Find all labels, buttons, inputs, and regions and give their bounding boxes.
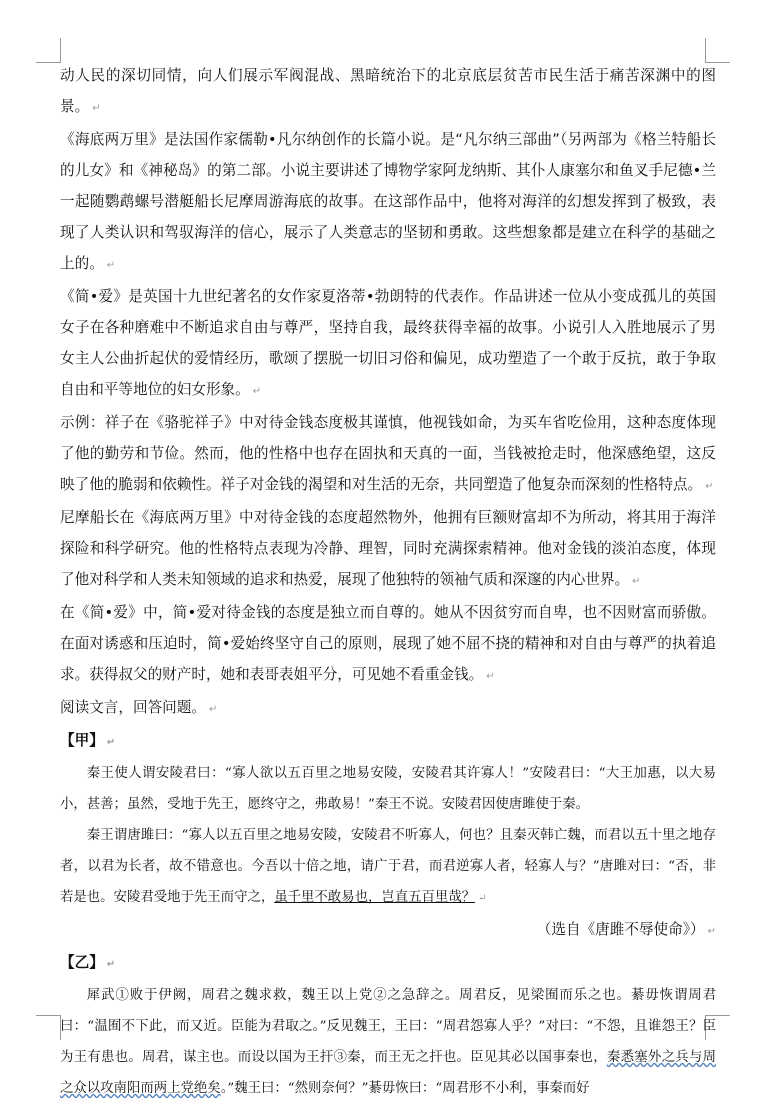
paragraph-mark-icon: ↵ (707, 926, 716, 937)
paragraph-instruction (60, 692, 716, 725)
instruction-text: 阅读文言，回答问题。 (60, 699, 206, 716)
paragraph-mark-icon: ↵ (92, 103, 101, 114)
paragraph-mark-icon: ↵ (252, 386, 262, 397)
paragraph-example-text: 示例：祥子在《骆驼祥子》中对待金钱态度极其谨慎，他视钱如命，为买车省吃俭用，这种态度体现了他的勤劳和节俭。然而，他的性格中也存在固执和天真的一面，当钱被抢走时，他深感绝望，这反映了他的脆弱和依赖性。祥子对金钱的渴望和对生活的无奈，共同塑造了他复杂而深刻的性格特点。 (60, 414, 716, 493)
yi-paragraph-1 (60, 980, 716, 1104)
yi-wavy-underlined-sentence: 秦悉塞外之兵与周之众以攻南阳而两上党绝矣 (60, 1050, 717, 1096)
section-jia-label: 【甲】 (60, 732, 104, 749)
paragraph-haidi-text: 《海底两万里》是法国作家儒勒•凡尔纳创作的长篇小说。是“凡尔纳三部曲”（另两部为《格兰特船长的儿女》和《神秘岛》的第二部。小说主要讲述了博物学家阿龙纳斯、其仆人康塞尔和鱼叉手尼德•兰一起随鹦鹉螺号潜艇船长尼摩周游海底的故事。在这部作品中，他将对海洋的幻想发挥到了极致，表现了人类认识和驾驭海洋的信心，展示了人类意志的坚韧和勇敢。这些想象都是建立在科学的基础之上的。 (60, 131, 716, 272)
paragraph-nemo-text: 尼摩船长在《海底两万里》中对待金钱的态度超然物外，他拥有巨额财富却不为所动，将其用于海洋探险和科学研究。他的性格特点表现为冷静、理智，同时充满探索精神。他对金钱的淡泊态度，体现了他对科学和人类未知领域的追求和热爱，展现了他独特的领袖气质和深邃的内心世界。 (60, 509, 716, 588)
jia-source (60, 914, 716, 947)
section-yi-heading (60, 947, 716, 980)
paragraph-example (60, 407, 716, 502)
paragraph-nemo (60, 502, 716, 597)
paragraph-haidi (60, 124, 716, 281)
jia-paragraph-1 (60, 758, 716, 820)
paragraph-jianai (60, 281, 716, 407)
paragraph-mark-icon: ↵ (632, 576, 641, 587)
paragraph-jianai-money-text: 在《简•爱》中，简•爱对待金钱的态度是独立而自尊的。她从不因贫穷而自卑，也不因财富而骄傲。在面对诱惑和压迫时，简•爱始终坚守自己的原则，展现了她不屈不挠的精神和对自由与尊严的执着追求。获得叔父的财产时，她和表哥表姐平分，可见她不看重金钱。 (60, 604, 716, 683)
jia-paragraph-2-text: 秦王谓唐雎曰：“寡人以五百里之地易安陵，安陵君不听寡人，何也？且秦灭韩亡魏，而君以五十里之地存者，以君为长者，故不错意也。今吾以十倍之地，请广于君，而君逆寡人者，轻寡人与？”唐雎对曰：“否，非若是也。安陵君受地于先王而守之， (60, 828, 716, 905)
jia-underlined-sentence: 虽千里不敢易也，岂直五百里哉？ (274, 890, 476, 905)
paragraph-mark-icon: ↵ (106, 959, 116, 970)
paragraph-mark-icon: ↵ (208, 704, 218, 715)
corner-mark-bottom-left (36, 1015, 61, 1040)
paragraph-1 (60, 60, 716, 124)
jia-paragraph-1-text: 秦王使人谓安陵君曰：“寡人欲以五百里之地易安陵，安陵君其许寡人！”安陵君曰：“大王加惠，以大易小，甚善；虽然，受地于先王，愿终守之，弗敢易！”秦王不说。安陵君因使唐雎使于秦。 (60, 766, 716, 812)
section-yi-label: 【乙】 (60, 954, 104, 971)
jia-paragraph-2 (60, 820, 716, 914)
paragraph-mark-icon: ↵ (478, 893, 487, 904)
paragraph-mark-icon: ↵ (106, 737, 116, 748)
paragraph-jianai-text: 《简•爱》是英国十九世纪著名的女作家夏洛蒂•勃朗特的代表作。作品讲述一位从小变成孤儿的英国女子在各种磨难中不断追求自由与尊严，坚持自我，最终获得幸福的故事。小说引人入胜地展示了男女主人公曲折起伏的爱情经历，歌颂了摆脱一切旧习俗和偏见，成功塑造了一个敢于反抗，敢于争取自由和平等地位的妇女形象。 (60, 288, 716, 398)
document-page (60, 60, 716, 1104)
paragraph-mark-icon: ↵ (106, 260, 116, 271)
section-jia-heading (60, 725, 716, 758)
yi-paragraph-1-text: 犀武①败于伊阙，周君之魏求救，魏王以上党②之急辞之。周君反，见梁囿而乐之也。綦毋恢谓周君曰：“温囿不下此，而又近。臣能为君取之。”反见魏王，王曰：“周君怨寡人乎？”对曰：“不怨，且谁怨王？臣为王有患也。周君，谋主也。而设以国为王扞③秦，而王无之扞也。臣见其必以国事秦也， (60, 988, 716, 1065)
yi-paragraph-1-continued: 。”魏王曰：“然则奈何？”綦毋恢曰：“周君形不小利，事秦而好 (220, 1081, 590, 1096)
paragraph-mark-icon: ↵ (486, 671, 495, 682)
corner-mark-top-left (36, 38, 61, 63)
paragraph-jianai-money (60, 597, 716, 692)
paragraph-mark-icon: ↵ (705, 481, 714, 492)
jia-source-text: （选自《唐雎不辱使命》） (536, 921, 705, 938)
paragraph-1-text: 动人民的深切同情，向人们展示军阀混战、黑暗统治下的北京底层贫苦市民生活于痛苦深渊中的图景。 (60, 67, 716, 115)
